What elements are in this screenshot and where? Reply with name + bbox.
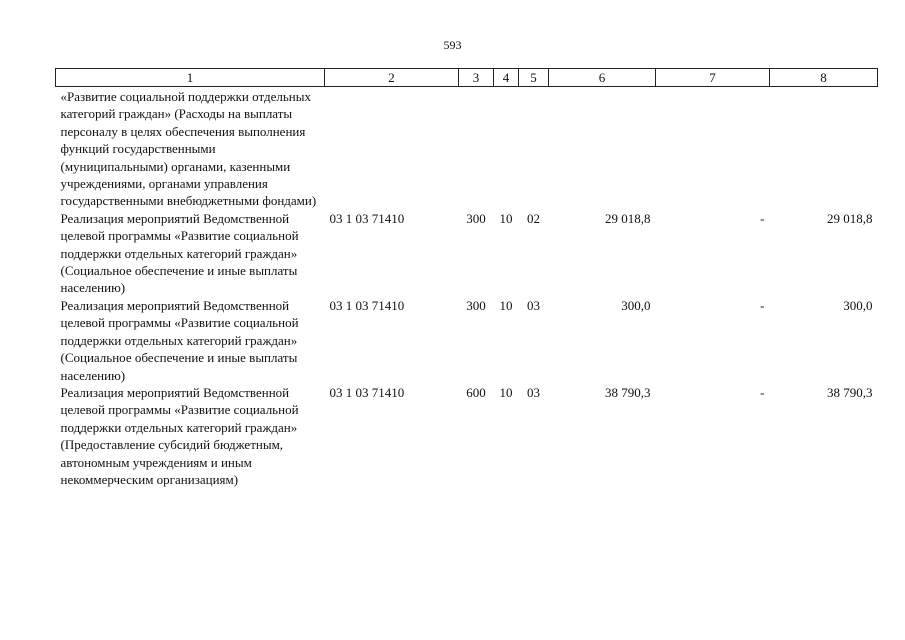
row-section: 10 <box>499 384 513 400</box>
table-row <box>56 210 878 297</box>
row-col7-value: - <box>760 384 765 400</box>
header-col-6: 6 <box>549 69 656 87</box>
row-name: Реализация мероприятий Ведомственной целевой программы «Развитие социальной поддержки отдельных категорий граждан» (Предоставление субсидий бюджетным, автономным учреждениям и иным некоммерческим организациям) <box>60 384 299 487</box>
table-row <box>56 297 878 384</box>
row-col6-value: 38 790,3 <box>605 384 651 400</box>
empty-cell <box>519 87 549 210</box>
row-target-code: 03 1 03 71410 <box>329 384 405 400</box>
table-row <box>56 384 878 488</box>
header-col-7: 7 <box>656 69 770 87</box>
row-name: Реализация мероприятий Ведомственной целевой программы «Развитие социальной поддержки отдельных категорий граждан» (Социальное обеспечение и иные выплаты населению) <box>60 210 299 296</box>
row-section: 10 <box>499 297 513 313</box>
empty-cell <box>770 87 878 210</box>
row-name: «Развитие социальной поддержки отдельных категорий граждан» (Расходы на выплаты персоналу в целях обеспечения выполнения функций государственными (муниципальными) органами, казенными учреждениями, органами управления государственными внебюджетными фондами) <box>60 89 317 209</box>
row-col7-value: - <box>760 297 765 313</box>
row-target-code: 03 1 03 71410 <box>329 210 405 226</box>
row-col8-value: 29 018,8 <box>827 210 873 226</box>
row-subsection: 03 <box>527 384 540 400</box>
table-row-continuation <box>56 87 878 210</box>
row-col8-value: 300,0 <box>843 297 873 313</box>
header-col-5: 5 <box>519 69 549 87</box>
page-number: 593 <box>443 38 462 52</box>
empty-cell <box>494 87 519 210</box>
row-target-code: 03 1 03 71410 <box>329 297 405 313</box>
row-col6-value: 300,0 <box>621 297 651 313</box>
row-subsection: 03 <box>527 297 540 313</box>
header-col-1: 1 <box>56 69 325 87</box>
empty-cell <box>656 87 770 210</box>
row-expense-type: 300 <box>466 210 486 226</box>
empty-cell <box>325 87 459 210</box>
row-expense-type: 300 <box>466 297 486 313</box>
header-col-3: 3 <box>459 69 494 87</box>
row-col8-value: 38 790,3 <box>827 384 873 400</box>
table-header-row <box>56 69 878 87</box>
row-col6-value: 29 018,8 <box>605 210 651 226</box>
budget-table <box>55 68 878 488</box>
row-subsection: 02 <box>527 210 540 226</box>
row-expense-type: 600 <box>466 384 486 400</box>
row-name: Реализация мероприятий Ведомственной целевой программы «Развитие социальной поддержки отдельных категорий граждан» (Социальное обеспечение и иные выплаты населению) <box>60 297 299 383</box>
row-col7-value: - <box>760 210 765 226</box>
header-col-2: 2 <box>325 69 459 87</box>
header-col-4: 4 <box>494 69 519 87</box>
header-col-8: 8 <box>770 69 878 87</box>
empty-cell <box>549 87 656 210</box>
row-section: 10 <box>499 210 513 226</box>
empty-cell <box>459 87 494 210</box>
